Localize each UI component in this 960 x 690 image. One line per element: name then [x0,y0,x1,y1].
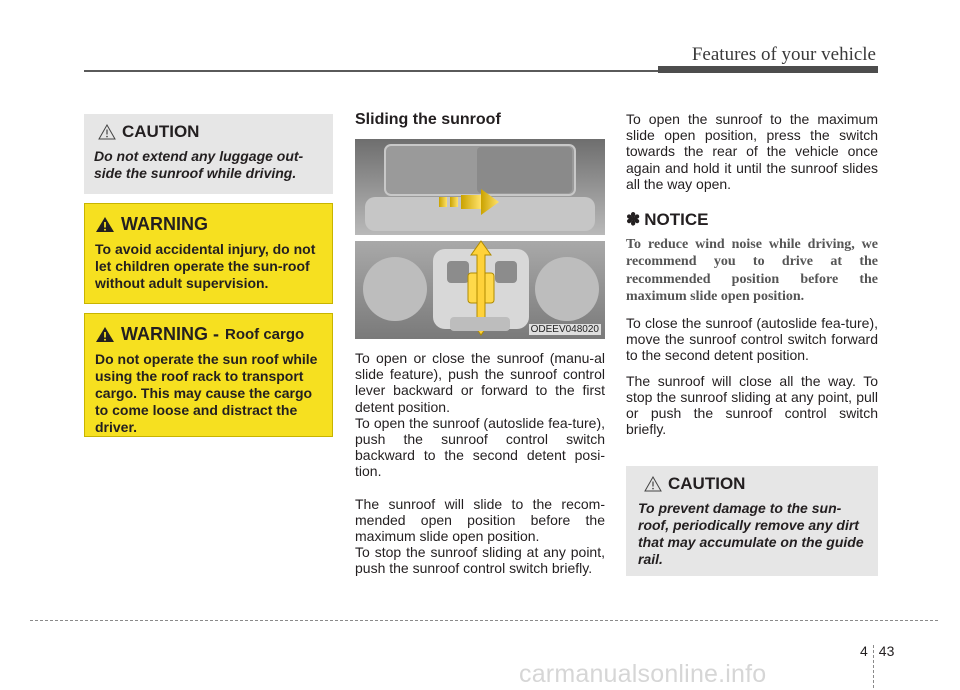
footer-rule [30,620,938,621]
warning-triangle-filled-icon [95,326,115,343]
image-code: ODEEV048020 [530,324,599,335]
paragraph: To stop the sunroof sliding at any point, push the sunroof control switch briefly. [355,544,605,577]
paragraph: The sunroof will close all the way. To stop the sunroof sliding at any point, pull or push the sunroof control switch briefly. [626,372,878,438]
warning-subheading: Roof cargo [225,326,305,343]
paragraph: To open the sunroof to the maximum slide open position, press the switch towards the rear of the vehicle once again and hold it until the sunroof slides all the way open. [626,111,878,192]
page-number [860,627,894,675]
warning-triangle-outline-icon [98,124,116,140]
warning-triangle-filled-icon [95,216,115,233]
warning-heading-text: WARNING - [121,324,219,344]
header-accent-bar [658,66,878,73]
caution-box-guide-rail [626,466,878,576]
header-title: Features of your vehicle [691,44,876,65]
notice-heading-text: NOTICE [644,210,709,229]
caution-text: To prevent damage to the sun-roof, periodically remove any dirt that may accumulate on the guide rail. [638,500,864,567]
warning-triangle-outline-icon [644,476,662,492]
watermark: carmanualsonline.info [519,660,767,688]
col3-body [626,315,878,437]
paragraph: To open or close the sunroof (manu-al slide feature), push the sunroof control lever backward or forward to the first detent position. [355,350,605,415]
warning-heading-text: WARNING [121,214,208,234]
section-title: Sliding the sunroof [355,111,501,128]
notice-star-icon: ✽ [626,210,641,229]
page-number-value: 43 [878,643,895,659]
warning-text: To avoid accidental injury, do not let children operate the sun-roof without adult supervision. [95,241,316,291]
page-separator [873,645,874,690]
caution-box-luggage [84,114,333,194]
paragraph: The sunroof will slide to the recom-mended open position before the maximum slide open position. [355,495,605,545]
warning-box-children [84,203,333,304]
caution-heading [98,122,323,142]
caution-text: Do not extend any luggage out-side the sunroof while driving. [94,148,304,181]
caution-heading [644,474,866,494]
chapter-number: 4 [860,643,868,659]
paragraph: To close the sunroof (autoslide fea-ture), move the sunroof control switch forward to the second detent position. [626,315,878,364]
sunroof-illustration [355,139,605,339]
paragraph: To open the sunroof (autoslide fea-ture), push the sunroof control switch backward to the second detent posi-tion. [355,414,605,480]
caution-heading-text: CAUTION [122,122,200,141]
caution-heading-text: CAUTION [668,474,746,493]
warning-heading [95,324,322,345]
warning-box-roof-cargo [84,313,333,437]
section-body [355,350,605,577]
sunroof-switch-photo [355,139,605,339]
warning-text: Do not operate the sun roof while using the roof rack to transport cargo. This may cause the cargo to come loose and distract the driver. [95,351,318,435]
warning-heading [95,214,322,235]
notice-heading [626,210,708,230]
notice-text: To reduce wind noise while driving, we recommend you to drive at the recommended position before the maximum slide open position. [626,237,878,305]
